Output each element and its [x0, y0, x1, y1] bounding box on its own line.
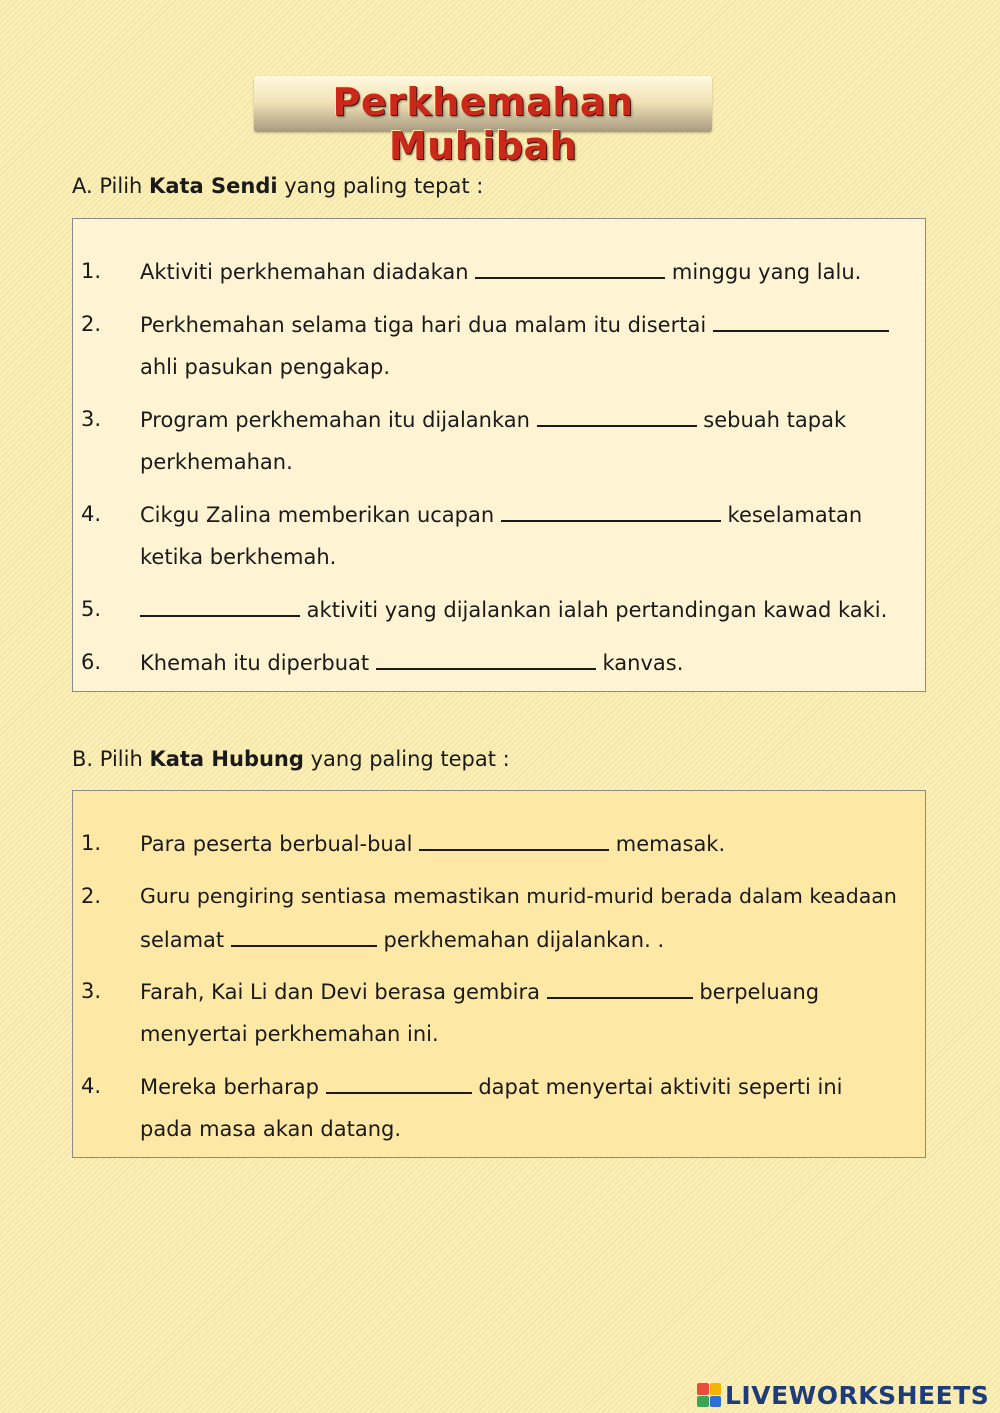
question-text-continued: menyertai perkhemahan ini. [140, 1022, 439, 1046]
section-a-box [72, 218, 926, 692]
logo-square-blue [710, 1396, 722, 1408]
answer-blank[interactable] [419, 831, 609, 851]
question-number: 1. [81, 831, 102, 855]
section-b-keyword: Kata Hubung [149, 747, 304, 771]
question-text: Mereka berharap dapat menyertai aktiviti seperti ini [140, 1075, 843, 1099]
question-number: 6. [81, 650, 102, 674]
answer-blank[interactable] [376, 650, 596, 670]
question-text-continued: selamat perkhemahan dijalankan. . [140, 928, 665, 952]
logo-square-yellow [710, 1383, 722, 1395]
question-text: Perkhemahan selama tiga hari dua malam itu disertai [140, 312, 889, 337]
question-text: Para peserta berbual-bual memasak. [140, 832, 726, 856]
question-number: 5. [81, 597, 102, 621]
question-text-continued: ketika berkhemah. [140, 545, 337, 569]
answer-blank[interactable] [537, 407, 697, 427]
answer-blank[interactable] [231, 927, 377, 947]
question-number: 3. [81, 407, 102, 431]
question-text: Cikgu Zalina memberikan ucapan keselamatan [140, 503, 863, 527]
section-b-prefix: B. Pilih [72, 747, 150, 771]
answer-blank[interactable] [713, 312, 889, 332]
question-number: 4. [81, 1074, 102, 1098]
question-number: 2. [81, 312, 102, 336]
question-text-continued: perkhemahan. [140, 450, 293, 474]
page-title: Perkhemahan Muhibah [332, 80, 634, 168]
answer-blank[interactable] [475, 259, 665, 279]
section-a-suffix: yang paling tepat : [277, 174, 484, 198]
question-text: Farah, Kai Li dan Devi berasa gembira berpeluang [140, 980, 820, 1004]
answer-blank[interactable] [547, 979, 693, 999]
logo-text: LIVEWORKSHEETS [725, 1380, 990, 1410]
question-text: Program perkhemahan itu dijalankan sebuah tapak [140, 408, 847, 432]
section-b-heading [72, 747, 510, 771]
section-b-suffix: yang paling tepat : [303, 747, 510, 771]
question-number: 2. [81, 884, 102, 908]
question-number: 1. [81, 259, 102, 283]
question-text: Khemah itu diperbuat kanvas. [140, 651, 684, 675]
section-a-prefix: A. Pilih [72, 174, 150, 198]
liveworksheets-icon [697, 1383, 721, 1407]
title-banner [254, 76, 712, 168]
answer-blank[interactable] [326, 1074, 472, 1094]
question-text: Aktiviti perkhemahan diadakan minggu yang lalu. [140, 260, 862, 284]
answer-blank[interactable] [140, 597, 300, 617]
answer-blank[interactable] [501, 502, 721, 522]
section-a-heading [72, 174, 483, 198]
question-text-continued: pada masa akan datang. [140, 1117, 402, 1141]
question-number: 3. [81, 979, 102, 1003]
question-text-continued: ahli pasukan pengakap. [140, 355, 391, 379]
section-a-keyword: Kata Sendi [149, 174, 278, 198]
liveworksheets-logo[interactable] [697, 1380, 989, 1410]
section-b-box [72, 790, 926, 1158]
logo-square-green [697, 1396, 709, 1408]
question-number: 4. [81, 502, 102, 526]
question-text: aktiviti yang dijalankan ialah pertandingan kawad kaki. [140, 597, 887, 622]
logo-square-red [697, 1383, 709, 1395]
question-text: Guru pengiring sentiasa memastikan murid-murid berada dalam keadaan [140, 884, 897, 908]
